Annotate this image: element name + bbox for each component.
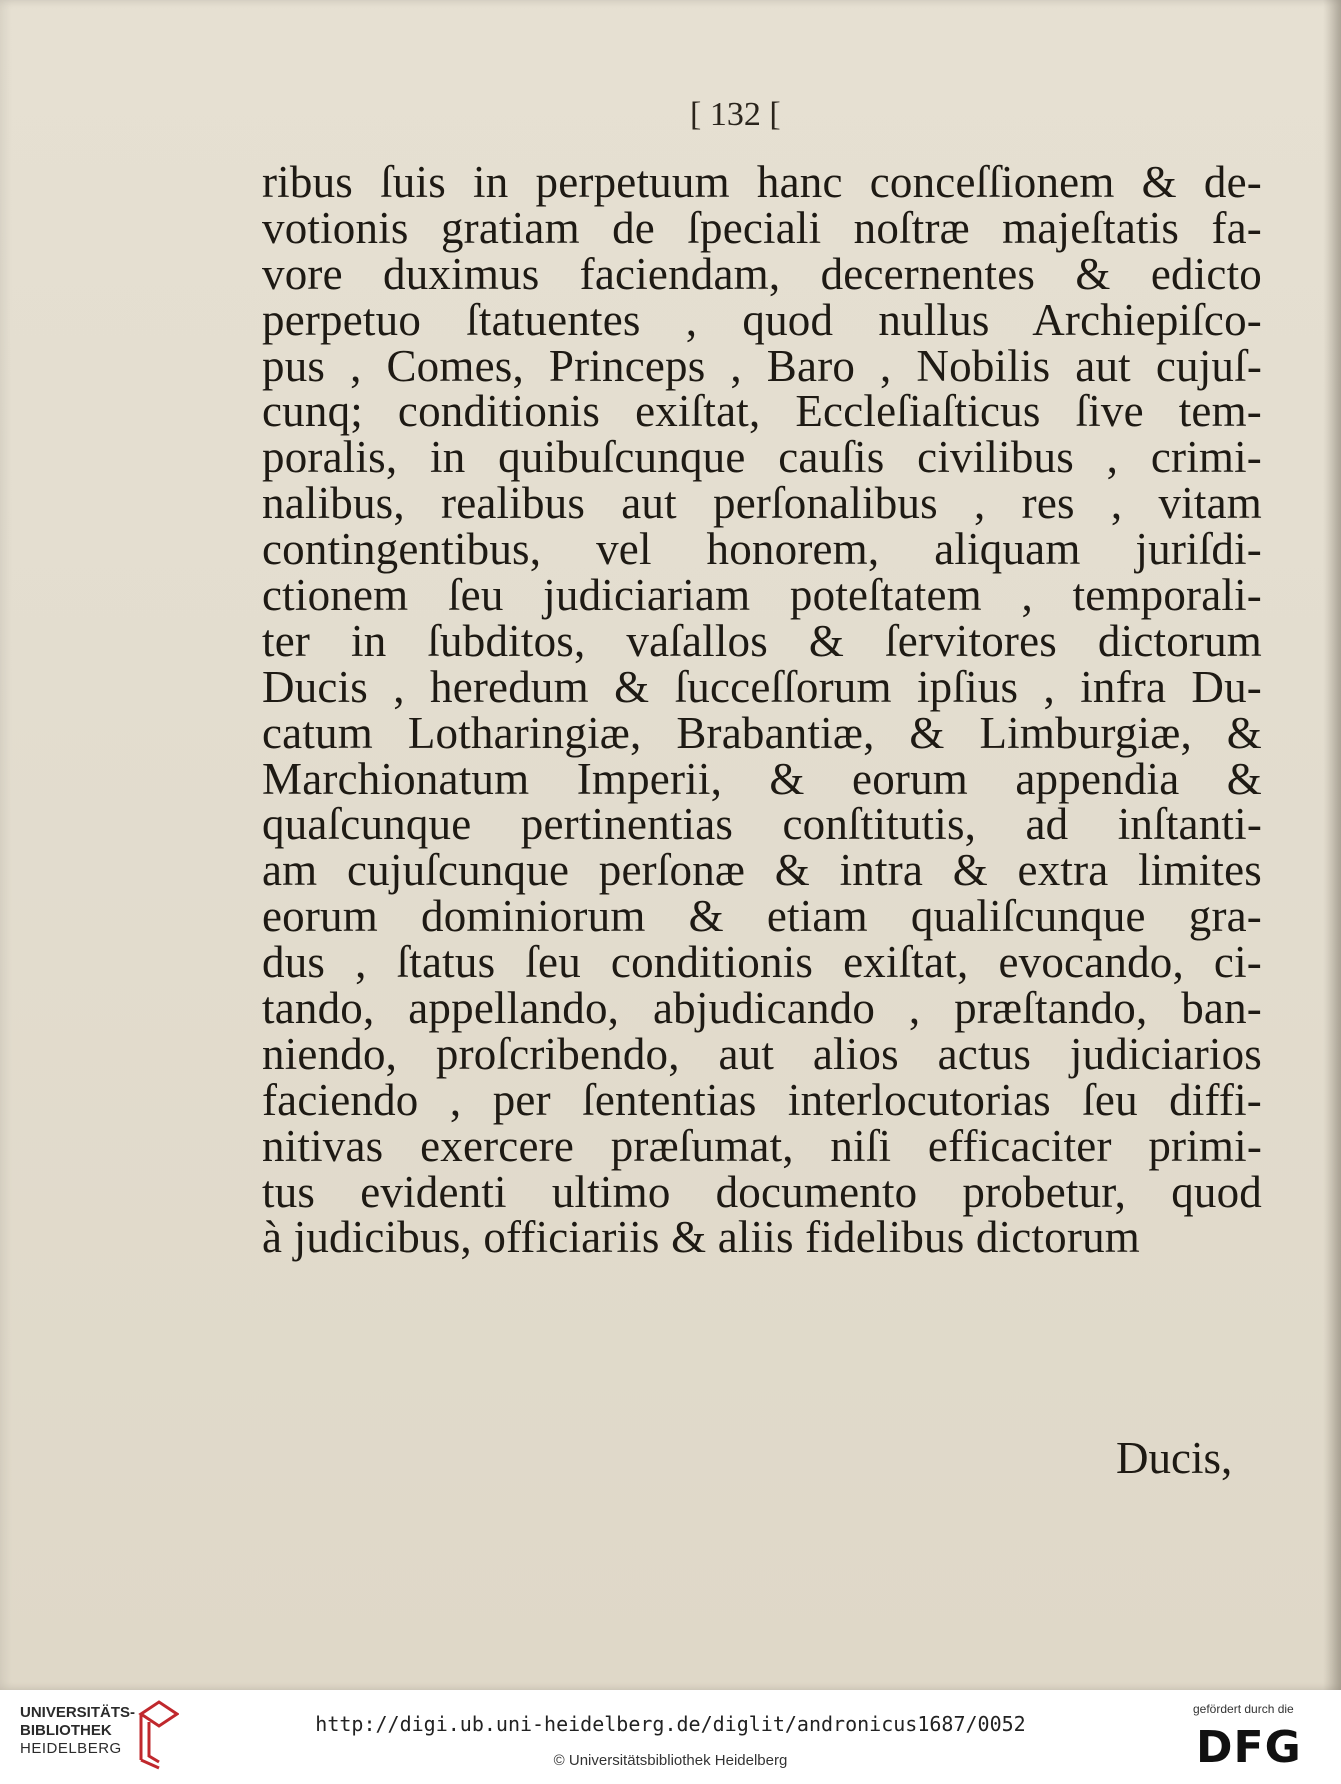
- catchword: Ducis,: [1116, 1433, 1233, 1483]
- text-line: ter in ſubditos, vaſallos & ſervitores dictorum: [262, 615, 1262, 666]
- library-name-line1: UNIVERSITÄTS-: [20, 1704, 136, 1721]
- text-line: eorum dominiorum & etiam qualiſcunque gra-: [262, 891, 1262, 942]
- text-line: ctionem ſeu judiciariam poteſtatem , temporali-: [262, 570, 1262, 621]
- permalink-url[interactable]: http://digi.ub.uni-heidelberg.de/diglit/andronicus1687/0052: [315, 1712, 1026, 1736]
- page-number: [ 132 [: [690, 96, 781, 133]
- dfg-logo: DFG: [1196, 1722, 1302, 1773]
- funding-label: gefördert durch die: [1193, 1702, 1294, 1716]
- body-text: [262, 157, 1262, 1263]
- text-line: quaſcunque pertinentias conſtitutis, ad inſtanti-: [262, 799, 1262, 850]
- text-line: nalibus, realibus aut perſonalibus , res , vitam: [262, 478, 1262, 529]
- text-line: pus , Comes, Princeps , Baro , Nobilis aut cujuſ-: [262, 340, 1262, 391]
- text-line: tando, appellando, abjudicando , præſtando, ban-: [262, 983, 1262, 1034]
- text-line: ribus ſuis in perpetuum hanc conceſſionem & de-: [262, 157, 1262, 207]
- library-name-line2: BIBLIOTHEK: [20, 1722, 112, 1739]
- text-line: faciendo , per ſententias interlocutorias ſeu diffi-: [262, 1074, 1262, 1125]
- text-line: perpetuo ſtatuentes , quod nullus Archiepiſco-: [262, 294, 1262, 345]
- text-line: niendo, proſcribendo, aut alios actus judiciarios: [262, 1028, 1262, 1079]
- footer-bar: [0, 1690, 1341, 1784]
- text-line: am cujuſcunque perſonæ & intra & extra limites: [262, 845, 1262, 896]
- text-line: cunq; conditionis exiſtat, Eccleſiaſticus ſive tem-: [262, 386, 1262, 437]
- text-line: Ducis , heredum & ſucceſſorum ipſius , infra Du-: [262, 661, 1262, 712]
- text-line: vore duximus faciendam, decernentes & edicto: [262, 248, 1262, 299]
- text-line: poralis, in quibuſcunque cauſis civilibus , crimi-: [262, 432, 1262, 483]
- text-line: votionis gratiam de ſpeciali noſtræ majeſtatis fa-: [262, 202, 1262, 253]
- text-line: tus evidenti ultimo documento probetur, quod: [262, 1166, 1262, 1217]
- text-line: catum Lotharingiæ, Brabantiæ, & Limburgiæ, &: [262, 707, 1262, 758]
- text-line: nitivas exercere præſumat, niſi efficaciter primi-: [262, 1120, 1262, 1171]
- library-name-line3: HEIDELBERG: [20, 1740, 122, 1757]
- text-line: contingentibus, vel honorem, aliquam juriſdi-: [262, 524, 1262, 575]
- text-line: Marchionatum Imperii, & eorum appendia &: [262, 753, 1262, 804]
- copyright-notice: © Universitätsbibliothek Heidelberg: [553, 1752, 788, 1769]
- text-line: à judicibus, officiariis & aliis fidelibus dictorum: [262, 1212, 1140, 1263]
- text-line: dus , ſtatus ſeu conditionis exiſtat, evocando, ci-: [262, 937, 1262, 988]
